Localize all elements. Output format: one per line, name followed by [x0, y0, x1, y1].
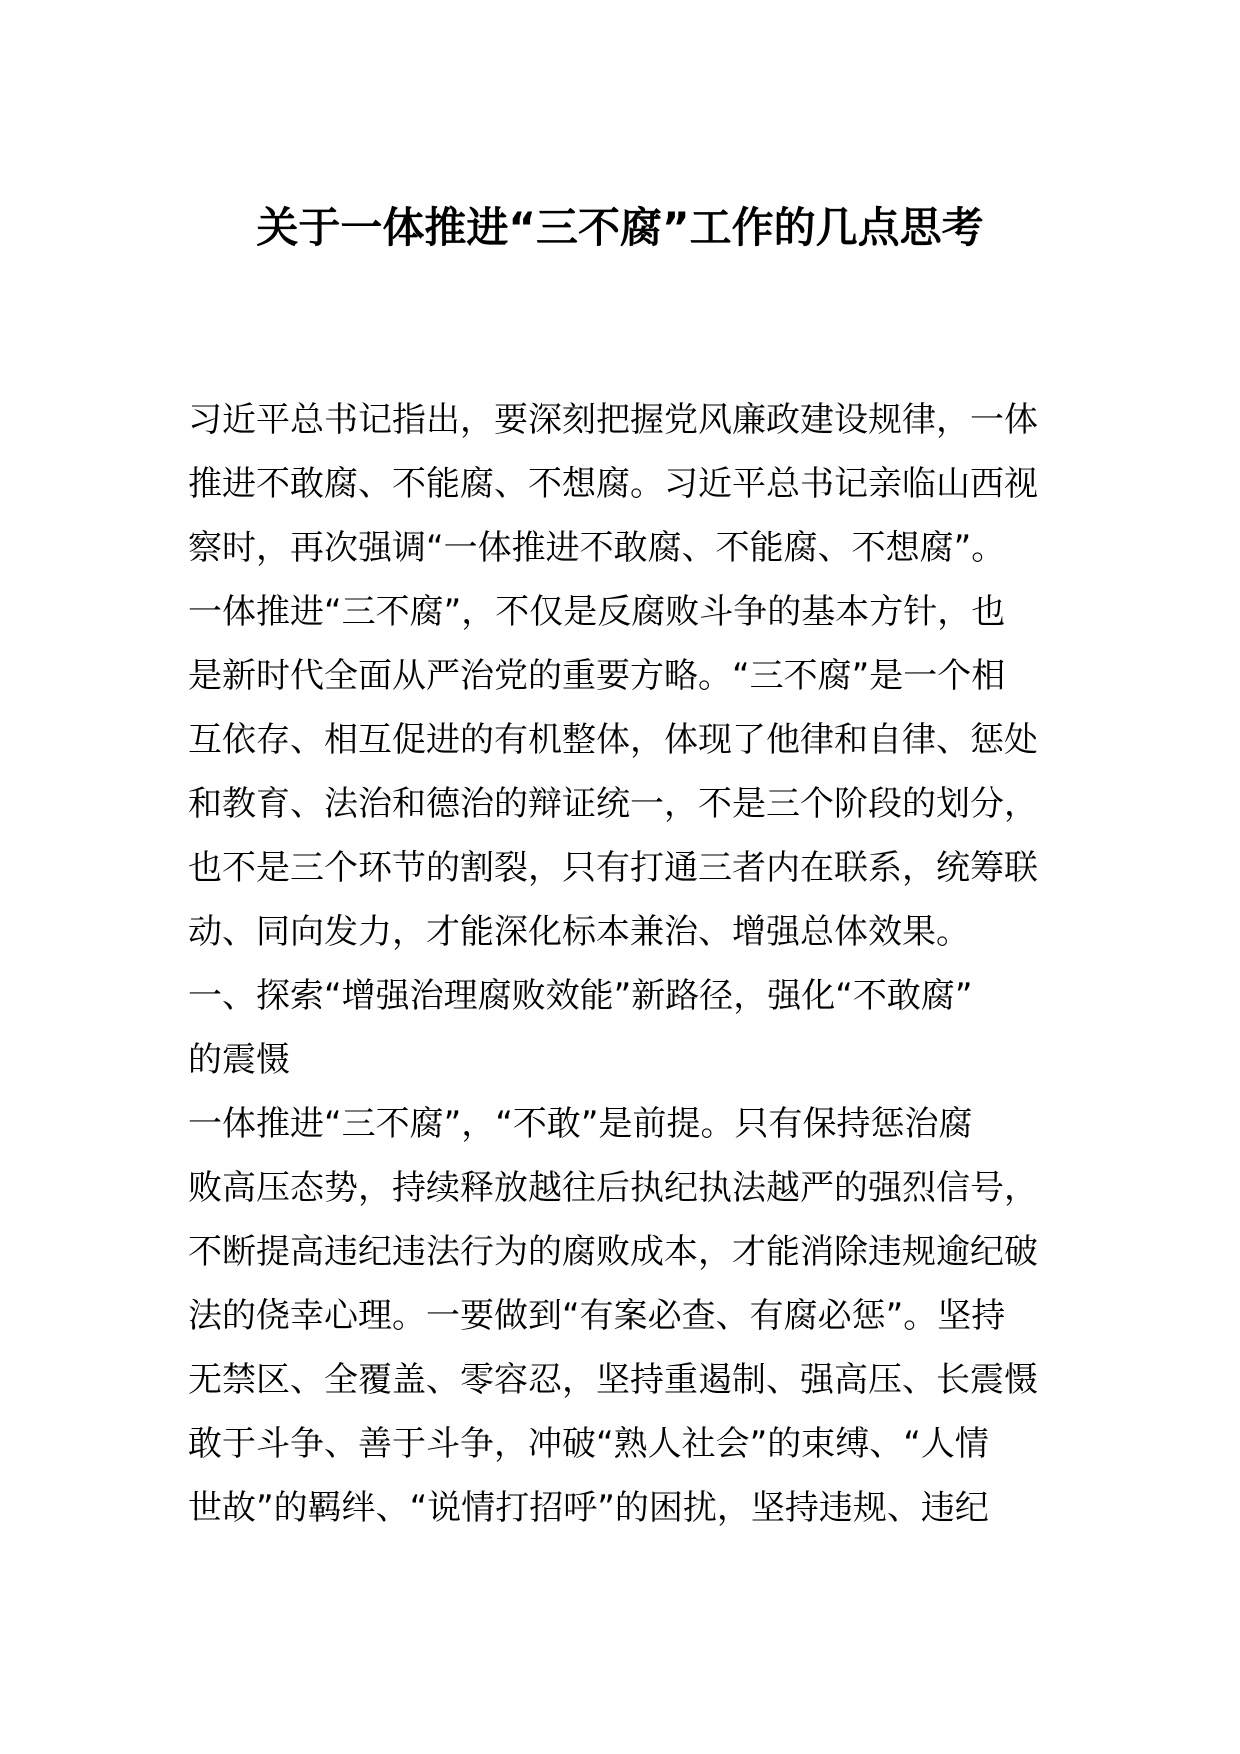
- body-line: 互依存、相互促进的有机整体，体现了他律和自律、惩处: [188, 720, 1038, 760]
- body-line: 一体推进“三不腐”，不仅是反腐败斗争的基本方针，也: [188, 592, 1006, 632]
- body-line: 动、同向发力，才能深化标本兼治、增强总体效果。: [188, 912, 970, 952]
- section-heading-line: 一、探索“增强治理腐败效能”新路径，强化“不敢腐”: [188, 976, 973, 1016]
- body-line: 败高压态势，持续释放越往后执纪执法越严的强烈信号，: [188, 1168, 1038, 1208]
- section-heading-line: 的震慑: [188, 1040, 290, 1080]
- body-line: 不断提高违纪违法行为的腐败成本，才能消除违规逾纪破: [188, 1232, 1038, 1272]
- document-title: 关于一体推进“三不腐”工作的几点思考: [256, 203, 984, 252]
- body-line: 察时，再次强调“一体推进不敢腐、不能腐、不想腐”。: [188, 528, 1006, 568]
- body-line: 推进不敢腐、不能腐、不想腐。习近平总书记亲临山西视: [188, 464, 1038, 504]
- body-line: 习近平总书记指出，要深刻把握党风廉政建设规律，一体: [188, 400, 1038, 440]
- body-line: 世故”的羁绊、“说情打招呼”的困扰，坚持违规、违纪: [188, 1488, 989, 1528]
- body-line: 是新时代全面从严治党的重要方略。“三不腐”是一个相: [188, 656, 1006, 696]
- document-body: [188, 388, 1052, 1540]
- body-line: 无禁区、全覆盖、零容忍，坚持重遏制、强高压、长震慑: [188, 1360, 1038, 1400]
- body-line: 和教育、法治和德治的辩证统一，不是三个阶段的划分，: [188, 784, 1038, 824]
- body-line: 法的侥幸心理。一要做到“有案必查、有腐必惩”。坚持: [188, 1296, 1006, 1336]
- body-line: 也不是三个环节的割裂，只有打通三者内在联系，统筹联: [188, 848, 1038, 888]
- body-line: 敢于斗争、善于斗争，冲破“熟人社会”的束缚、“人情: [188, 1424, 989, 1464]
- body-line: 一体推进“三不腐”，“不敢”是前提。只有保持惩治腐: [188, 1104, 973, 1144]
